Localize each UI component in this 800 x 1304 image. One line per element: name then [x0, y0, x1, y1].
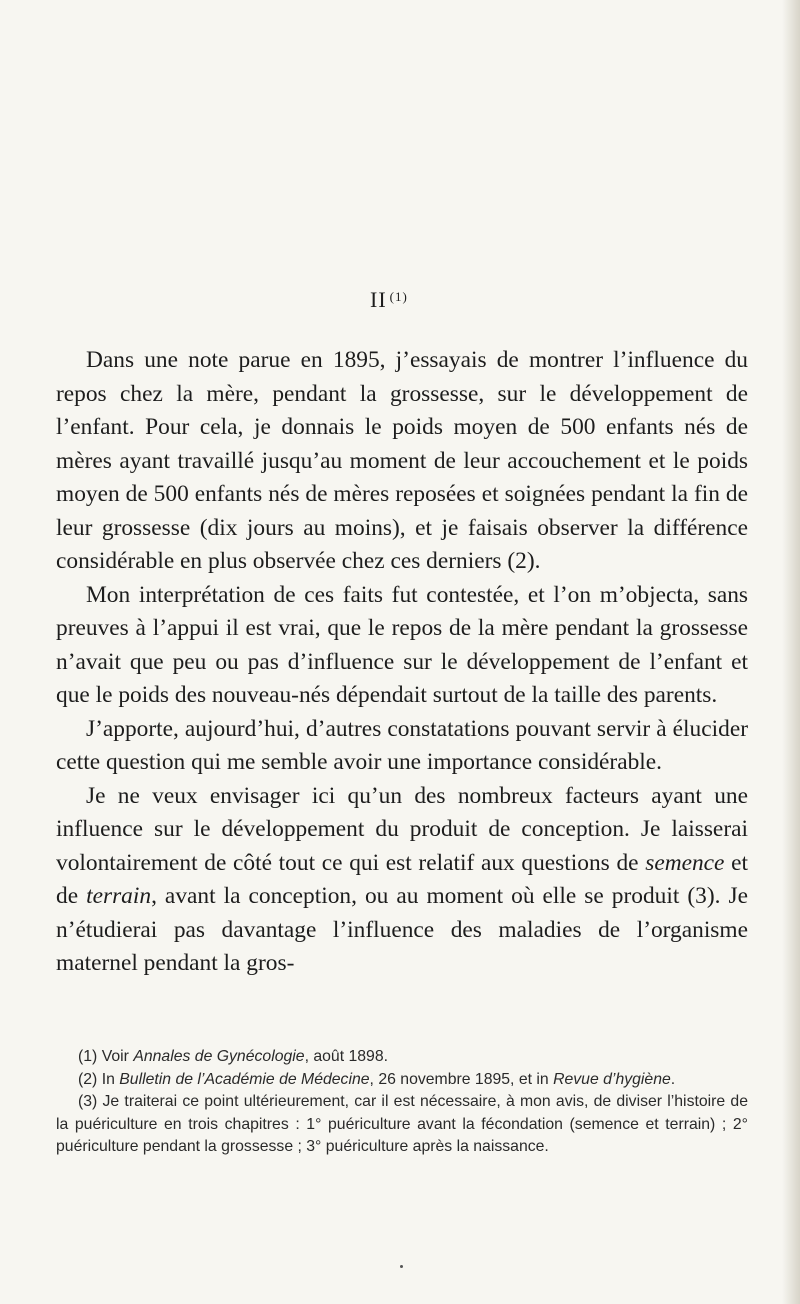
footnotes: [56, 1046, 748, 1159]
section-heading: [370, 287, 408, 313]
emphasis-terrain: terrain: [86, 883, 152, 909]
footnote-2-title-2: Revue d’hygiène: [553, 1070, 671, 1088]
footnote-2-prefix: (2) In: [78, 1070, 120, 1088]
paragraph-1: Dans une note parue en 1895, j’essayais de montrer l’influence du repos chez la mère, pendant la grossesse, sur le développement de l’enfant. Pour cela, je donnais le poids moyen de 500 enfants nés de mères ayant travaillé jusqu’au moment de leur accouchement et le poids moyen de 500 enfants nés de mères reposées et soignées pendant la fin de leur grossesse (dix jours au moins), et je faisais observer la différence considérable en plus observée chez ces derniers (2).: [56, 347, 748, 574]
footnote-3: (3) Je traiterai ce point ultérieurement, car il est nécessaire, à mon avis, de diviser l’histoire de la puériculture en trois chapitres : 1° puériculture avant la fécondation (semence et terrain) ; 2° puériculture pendant la grossesse ; 3° puériculture après la naissance.: [56, 1093, 748, 1155]
footnote-1: [56, 1046, 748, 1069]
footnote-1-title: Annales de Gynécologie: [133, 1048, 305, 1065]
footnote-2: [56, 1069, 748, 1092]
footnote-1-suffix: , août 1898.: [304, 1048, 389, 1065]
paragraph-4: [56, 780, 748, 981]
footnote-1-prefix: (1) Voir: [78, 1048, 134, 1065]
footnote-2-middle: , 26 novembre 1895, et in: [369, 1070, 554, 1088]
paragraph-4-part-1: Je ne veux envisager ici qu’un des nombreux facteurs ayant une influence sur le développement du produit de conception. Je laisserai volontairement de côté tout ce qui est relatif aux questions de: [56, 782, 748, 876]
body-text: [56, 344, 748, 981]
page-dot-mark: [400, 1265, 403, 1268]
emphasis-semence: semence: [645, 849, 725, 876]
paragraph-2: Mon interprétation de ces faits fut contestée, et l’on m’objecta, sans preuves à l’appui il est vrai, que le repos de la mère pendant la grossesse n’avait que peu ou pas d’influence sur le développement de l’enfant et que le poids des nouveau-nés dépendait surtout de la taille des parents.: [56, 581, 748, 708]
paragraph-4-part-3: , avant la conception, ou au moment où elle se produit (3). Je n’étudierai pas davantage l’influence des maladies de l’organisme maternel pendant la gros-: [56, 883, 748, 976]
section-numeral: II: [370, 287, 387, 312]
paragraph-3: J’apporte, aujourd’hui, d’autres constatations pouvant servir à élucider cette question qui me semble avoir une importance considérable.: [56, 715, 748, 775]
page-edge-shadow: [782, 0, 800, 1304]
footnote-2-title: Bulletin de l’Académie de Médecine: [119, 1070, 370, 1088]
paragraph-4-part-2: et de: [56, 849, 748, 909]
heading-note-marker: (1): [389, 289, 408, 304]
footnote-2-suffix: .: [670, 1070, 676, 1088]
